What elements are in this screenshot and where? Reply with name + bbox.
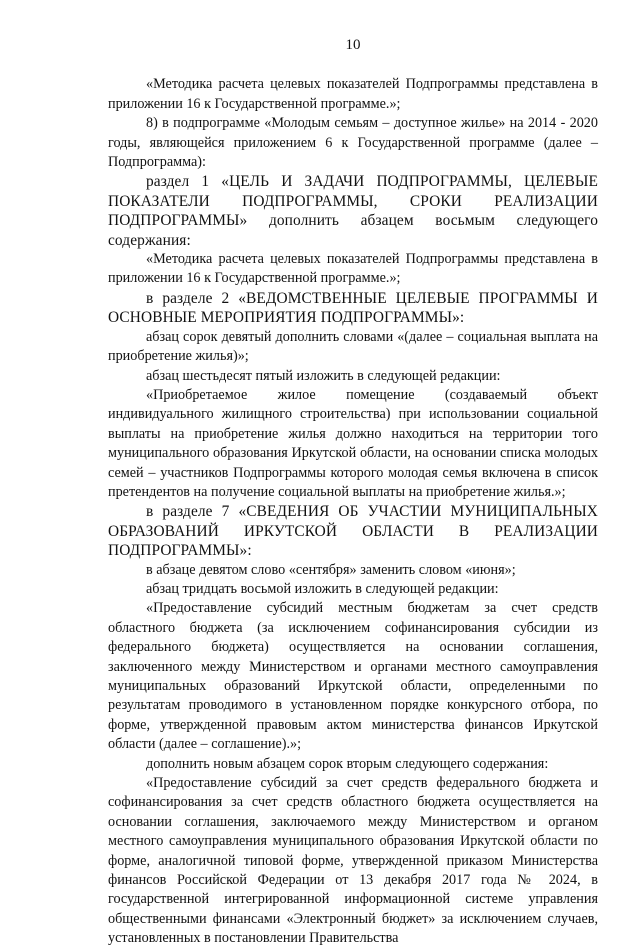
document-page [108, 36, 598, 949]
paragraph: в разделе 2 «ВЕДОМСТВЕННЫЕ ЦЕЛЕВЫЕ ПРОГРАММЫ И ОСНОВНЫЕ МЕРОПРИЯТИЯ ПОДПРОГРАММЫ»: [108, 289, 598, 327]
paragraph: «Приобретаемое жилое помещение (создаваемый объект индивидуального жилищного строительства) при использовании социальной выплаты на приобретение жилья должно находиться на территории того муниципального образования Иркутской области, на основании списка молодых семей – участников Подпрограммы которого молодая семья включена в список претендентов на получение социальной выплаты на приобретение жилья.»; [108, 386, 598, 500]
paragraph: 8) в подпрограмме «Молодым семьям – доступное жилье» на 2014 - 2020 годы, являющейся приложением 6 к Государственной программе (далее – Подпрограмма): [108, 115, 598, 171]
paragraph: в разделе 7 «СВЕДЕНИЯ ОБ УЧАСТИИ МУНИЦИПАЛЬНЫХ ОБРАЗОВАНИЙ ИРКУТСКОЙ ОБЛАСТИ В РЕАЛИЗАЦИИ ПОДПРОГРАММЫ»: [108, 503, 598, 560]
page-number: 10 [345, 37, 361, 53]
paragraph: в абзаце девятом слово «сентября» заменить словом «июня»; [146, 561, 516, 578]
paragraph: абзац тридцать восьмой изложить в следующей редакции: [146, 580, 499, 597]
document-body [108, 75, 598, 948]
paragraph: «Методика расчета целевых показателей Подпрограммы представлена в приложении 16 к Государственной программе.»; [108, 251, 598, 287]
paragraph: «Предоставление субсидий за счет средств федерального бюджета и софинансирования за счет средств областного бюджета осуществляется на основании соглашения, заключаемого между Министерством и органом местного самоуправления муниципального образования Иркутской области по форме, аналогичной типовой форме, утвержденной приказом Министерства финансов Российской Федерации от 13 декабря 2017 года № 2024, в государственной интегрированной информационной системе управления общественными финансами «Электронный бюджет» за исключением случаев, установленных в постановлении Правительства [108, 775, 598, 947]
paragraph: дополнить новым абзацем сорок вторым следующего содержания: [146, 755, 549, 772]
paragraph: раздел 1 «ЦЕЛЬ И ЗАДАЧИ ПОДПРОГРАММЫ, ЦЕЛЕВЫЕ ПОКАЗАТЕЛИ ПОДПРОГРАММЫ, СРОКИ РЕАЛИЗАЦИИ ПОДПРОГРАММЫ» дополнить абзацем восьмым следующего содержания: [108, 173, 598, 249]
paragraph: абзац сорок девятый дополнить словами «(далее – социальная выплата на приобретение жилья)»; [108, 328, 598, 365]
paragraph: «Методика расчета целевых показателей Подпрограммы представлена в приложении 16 к Государственной программе.»; [108, 76, 598, 112]
paragraph: «Предоставление субсидий местным бюджетам за счет средств областного бюджета (за исключением софинансирования субсидии из федерального бюджета) осуществляется на основании соглашения, заключенного между Министерством и органами местного самоуправления муниципальных образований Иркутской области, определенными по результатам проводимого в установленном порядке конкурсного отбора, по форме, утвержденной правовым актом министерства финансов Иркутской области (далее – соглашение).»; [108, 600, 598, 753]
paragraph: абзац шестьдесят пятый изложить в следующей редакции: [146, 367, 501, 384]
